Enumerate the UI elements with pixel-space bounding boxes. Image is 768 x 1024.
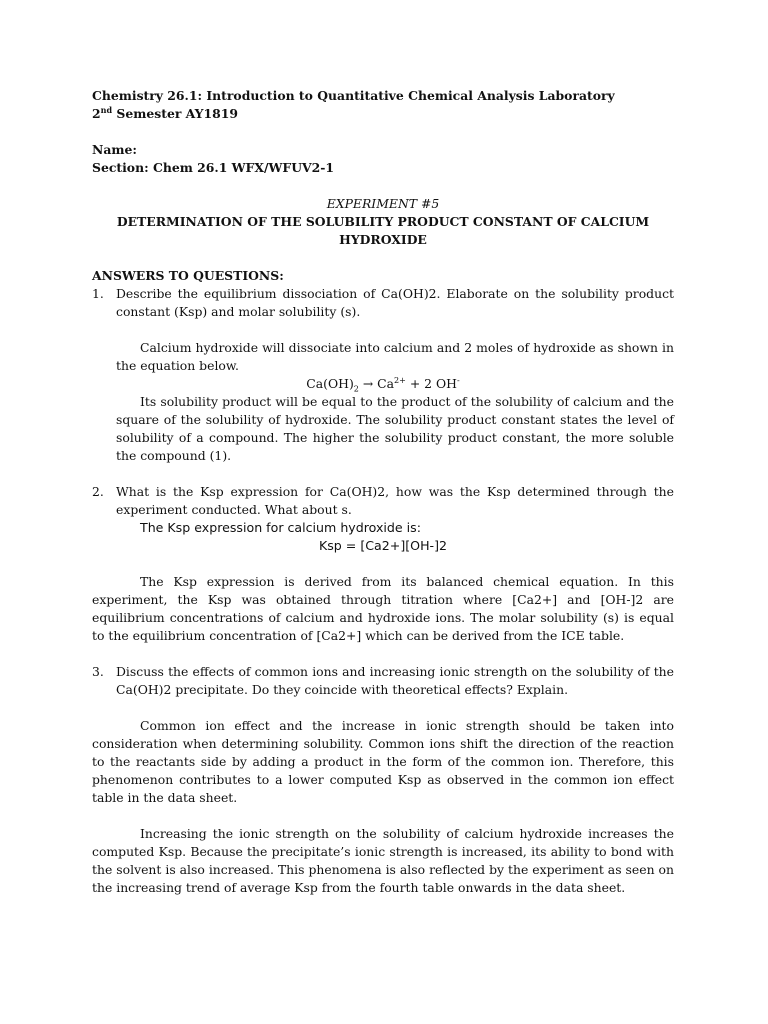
question-text: Describe the equilibrium dissociation of Ca(OH)2. Elaborate on the solubility product constant (Ksp) and molar solubility (s). xyxy=(116,286,674,319)
answers-heading: ANSWERS TO QUESTIONS: xyxy=(92,268,284,283)
experiment-title-line2: HYDROXIDE xyxy=(339,232,427,247)
semester-line xyxy=(92,105,674,123)
course-title: Chemistry 26.1: Introduction to Quantitative Chemical Analysis Laboratory xyxy=(92,88,615,103)
section-line: Section: Chem 26.1 WFX/WFUV2-1 xyxy=(92,160,335,175)
q2-answer-paragraph: The Ksp expression is derived from its balanced chemical equation. In this experiment, the Ksp was obtained through titration where [Ca2+] and [OH-]2 are equilibrium concentrations of calcium and hydroxide ions. The molar solubility (s) is equal to the equilibrium concentration of [Ca2+] which can be derived from the ICE table. xyxy=(92,574,674,643)
experiment-number: EXPERIMENT #5 xyxy=(326,196,440,211)
question-number: 1. xyxy=(92,286,104,301)
question-3 xyxy=(92,663,674,699)
question-number: 2. xyxy=(92,484,104,499)
experiment-title-line1: DETERMINATION OF THE SOLUBILITY PRODUCT CONSTANT OF CALCIUM xyxy=(116,214,650,229)
q1-answer-paragraph-1: Calcium hydroxide will dissociate into calcium and 2 moles of hydroxide as shown in the equation below. xyxy=(116,340,674,373)
q3-answer-paragraph-2: Increasing the ionic strength on the solubility of calcium hydroxide increases the computed Ksp. Because the precipitate’s ionic strength is increased, its ability to bond with the solvent is also increased. This phenomena is also reflected by the experiment as seen on the increasing trend of average Ksp from the fourth table onwards in the data sheet. xyxy=(92,826,674,895)
ksp-expression: Ksp = [Ca2+][OH-]2 xyxy=(318,538,448,553)
document-body xyxy=(92,87,674,897)
q3-answer-paragraph-1: Common ion effect and the increase in ionic strength should be taken into consideration when determining solubility. Common ions shift the direction of the reaction to the reactants side by adding a product in the form of the common ion. Therefore, this phenomenon contributes to a lower computed Ksp as observed in the common ion effect table in the data sheet. xyxy=(92,718,674,805)
question-2 xyxy=(92,483,674,519)
semester-suffix: nd xyxy=(100,104,113,115)
semester-text: Semester AY1819 xyxy=(112,106,238,121)
question-text: Discuss the effects of common ions and increasing ionic strength on the solubility of the Ca(OH)2 precipitate. Do they coincide with theoretical effects? Explain. xyxy=(116,664,674,697)
q1-answer-paragraph-2: Its solubility product will be equal to the product of the solubility of calcium and the square of the solubility of hydroxide. The solubility product constant states the level of solubility of a compound. The higher the solubility product constant, the more soluble the compound (1). xyxy=(116,394,674,463)
dissociation-equation: $Ca(OH)_2 \to Ca^{2+} + 2$ OH- xyxy=(306,375,460,394)
question-text: What is the Ksp expression for Ca(OH)2, how was the Ksp determined through the experiment conducted. What about s. xyxy=(116,484,674,517)
q2-answer-intro: The Ksp expression for calcium hydroxide is: xyxy=(140,520,421,535)
semester-number: 2 xyxy=(92,106,101,121)
name-label: Name: xyxy=(92,142,137,157)
question-1 xyxy=(92,285,674,321)
question-number: 3. xyxy=(92,664,104,679)
